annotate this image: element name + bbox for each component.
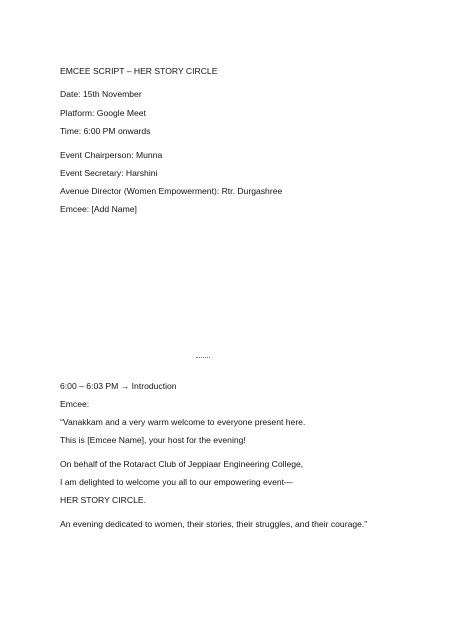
script-line: On behalf of the Rotaract Club of Jeppiaar Engineering College, xyxy=(60,459,304,469)
script-line: An evening dedicated to women, their stories, their struggles, and their courage.” xyxy=(60,519,368,529)
event-chairperson: Event Chairperson: Munna xyxy=(60,150,163,160)
event-platform: Platform: Google Meet xyxy=(60,108,146,118)
script-line: “Vanakkam and a very warm welcome to everyone present here. xyxy=(60,417,306,427)
document-title: EMCEE SCRIPT – HER STORY CIRCLE xyxy=(60,66,218,76)
script-line: HER STORY CIRCLE. xyxy=(60,495,146,505)
speaker-label: Emcee: xyxy=(60,399,90,409)
event-emcee: Emcee: [Add Name] xyxy=(60,204,137,214)
script-line: I am delighted to welcome you all to our empowering event— xyxy=(60,477,293,487)
section-divider xyxy=(196,357,210,358)
event-time: Time: 6:00 PM onwards xyxy=(60,126,151,136)
avenue-director: Avenue Director (Women Empowerment): Rtr. Durgashree xyxy=(60,186,283,196)
event-date: Date: 15th November xyxy=(60,89,142,99)
segment-heading: 6:00 – 6:03 PM → Introduction xyxy=(60,381,177,391)
event-secretary: Event Secretary: Harshini xyxy=(60,168,158,178)
script-line: This is [Emcee Name], your host for the evening! xyxy=(60,435,246,445)
